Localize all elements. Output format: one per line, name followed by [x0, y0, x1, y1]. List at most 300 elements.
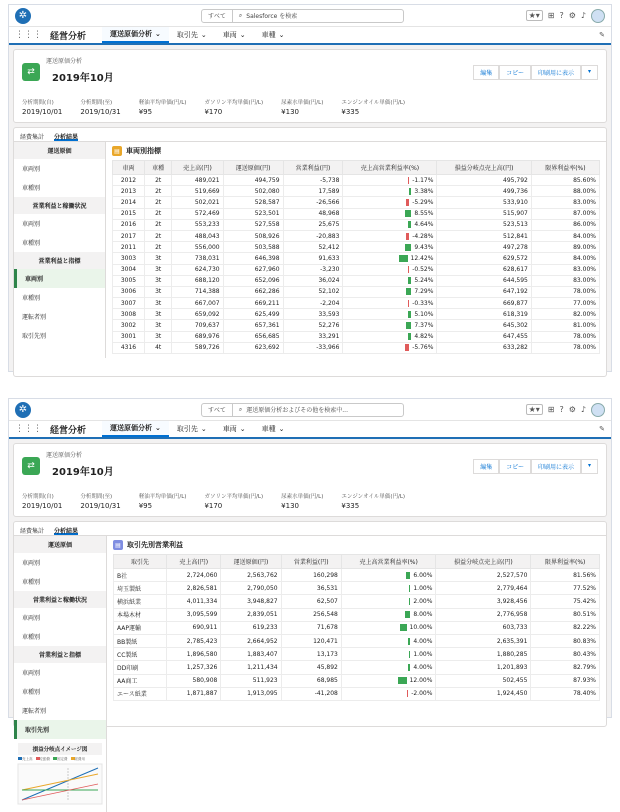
- sidebar-item[interactable]: 車両別: [22, 221, 41, 228]
- margin-value: 3.38%: [414, 187, 434, 195]
- margin-cell: [343, 331, 437, 342]
- table-cell: 2013: [113, 186, 145, 197]
- table-cell: 3,948,827: [221, 595, 281, 608]
- search-input[interactable]: Salesforce を検索: [246, 13, 298, 20]
- margin-cell: [343, 253, 437, 264]
- table-row[interactable]: [113, 242, 600, 253]
- margin-bar: [400, 624, 407, 631]
- margin-cell: [341, 621, 436, 634]
- margin-value: -5.76%: [412, 344, 434, 352]
- table-cell: 499,736: [437, 186, 531, 197]
- column-header[interactable]: 車両: [113, 161, 145, 175]
- table-cell: BB製紙: [114, 634, 167, 647]
- gear-icon[interactable]: ⚙: [568, 405, 576, 414]
- table-row[interactable]: [114, 595, 600, 608]
- table-cell: 2011: [113, 242, 145, 253]
- table-cell: 84.00%: [531, 253, 599, 264]
- table-cell: 3t: [145, 320, 172, 331]
- margin-bar: [405, 244, 412, 251]
- table-cell: 4,011,334: [167, 595, 221, 608]
- more-actions-button[interactable]: ▾: [581, 65, 598, 80]
- table-cell: 87.93%: [531, 674, 600, 687]
- table-cell: 527,558: [223, 219, 283, 230]
- global-search[interactable]: [201, 403, 404, 417]
- table-cell: 497,278: [437, 242, 531, 253]
- table-cell: 3003: [113, 253, 145, 264]
- table-row[interactable]: [113, 175, 600, 186]
- sidebar-item[interactable]: 車種別: [22, 240, 41, 247]
- vehicle-metrics-table: [112, 160, 600, 354]
- gear-icon[interactable]: ⚙: [568, 11, 576, 20]
- margin-bar: [408, 333, 411, 340]
- table-cell: DD印刷: [114, 661, 167, 674]
- record-subtitle: 運送原価分析: [46, 452, 83, 459]
- table-cell: 2t: [145, 219, 172, 230]
- field-value: ¥130: [281, 502, 299, 510]
- table-cell: 80.83%: [531, 634, 600, 647]
- table-cell: 2t: [145, 197, 172, 208]
- favorites-icon[interactable]: ★▾: [526, 10, 543, 21]
- search-input[interactable]: 運送原価分析およびその他を検索中...: [246, 407, 348, 414]
- table-cell: 3t: [145, 309, 172, 320]
- table-cell: 62,507: [281, 595, 341, 608]
- table-row[interactable]: [113, 275, 600, 286]
- table-cell: 36,024: [283, 275, 343, 286]
- sidebar-section-heading: 営業利益と稼働状況: [14, 197, 105, 214]
- table-cell: 656,685: [223, 331, 283, 342]
- table-cell: 1,880,285: [436, 648, 531, 661]
- table-cell: 78.00%: [531, 342, 599, 353]
- favorites-icon[interactable]: ★▾: [526, 404, 543, 415]
- margin-cell: [341, 661, 436, 674]
- account-profit-table: [113, 554, 600, 701]
- help-icon[interactable]: ?: [559, 405, 564, 414]
- margin-value: 12.00%: [409, 677, 433, 685]
- table-cell: 489,021: [172, 175, 223, 186]
- table-cell: 2,826,581: [167, 582, 221, 595]
- sidebar-section-heading: 営業利益と指標: [14, 646, 106, 663]
- app-logo-icon[interactable]: ✲: [15, 8, 31, 24]
- app-launcher-icon[interactable]: ⋮⋮⋮: [15, 30, 42, 40]
- pencil-icon[interactable]: ✎: [599, 31, 605, 39]
- avatar[interactable]: [591, 9, 605, 23]
- table-row[interactable]: [113, 342, 600, 353]
- page-title: 2019年10月: [52, 467, 114, 478]
- record-header: [13, 443, 607, 517]
- table-cell: 2,664,952: [221, 634, 281, 647]
- margin-bar: [409, 651, 410, 658]
- table-cell: AA商工: [114, 674, 167, 687]
- sidebar-item[interactable]: 取引先別: [14, 720, 106, 739]
- margin-value: 5.24%: [414, 277, 434, 285]
- field-label: 分析期間(自): [22, 100, 54, 106]
- table-row[interactable]: [113, 331, 600, 342]
- table-cell: 515,907: [437, 208, 531, 219]
- record-type-icon: ⇄: [22, 63, 40, 81]
- sidebar-item[interactable]: 車種別: [22, 579, 41, 586]
- margin-value: 6.00%: [413, 571, 433, 579]
- margin-cell: [343, 275, 437, 286]
- sidebar-item[interactable]: 車両別: [22, 670, 41, 677]
- column-header[interactable]: 売上高(円): [167, 555, 221, 569]
- column-header[interactable]: 売上高営業利益率(%): [343, 161, 437, 175]
- table-cell: 624,730: [172, 264, 223, 275]
- table-cell: 502,080: [223, 186, 283, 197]
- table-cell: 120,471: [281, 634, 341, 647]
- panel-icon: ▤: [112, 146, 122, 156]
- table-cell: 519,669: [172, 186, 223, 197]
- tab-expense-summary[interactable]: 経費集計: [20, 134, 45, 141]
- margin-cell: [343, 298, 437, 309]
- record-header: [13, 49, 607, 123]
- table-row[interactable]: [113, 208, 600, 219]
- chevron-down-icon: ⌄: [155, 30, 161, 38]
- table-cell: 2t: [145, 175, 172, 186]
- tab-expense-summary[interactable]: 経費集計: [20, 528, 45, 535]
- field-value: ¥130: [281, 108, 299, 116]
- sidebar-item[interactable]: 車両別: [14, 269, 105, 288]
- table-cell: 669,211: [223, 298, 283, 309]
- tab-accounts[interactable]: 取引先 ⌄: [176, 425, 207, 433]
- global-header: [9, 5, 611, 27]
- table-row[interactable]: [113, 298, 600, 309]
- tab-analysis-results[interactable]: 分析結果: [54, 528, 79, 535]
- table-row[interactable]: [114, 687, 600, 700]
- column-header[interactable]: 営業利益(円): [283, 161, 343, 175]
- chevron-down-icon: ⌄: [200, 425, 207, 433]
- sidebar-item[interactable]: 車種別: [22, 185, 41, 192]
- table-cell: 3t: [145, 264, 172, 275]
- screenshot-vehicle-metrics: [8, 4, 612, 372]
- table-cell: 2,779,464: [436, 582, 531, 595]
- table-cell: 511,923: [221, 674, 281, 687]
- app-logo-icon[interactable]: ✲: [15, 402, 31, 418]
- table-cell: 3001: [113, 331, 145, 342]
- sidebar-item[interactable]: 運転者別: [22, 708, 47, 715]
- app-launcher-icon[interactable]: ⋮⋮⋮: [15, 424, 42, 434]
- field-label: エンジンオイル単価(円/L): [341, 494, 406, 500]
- table-cell: 625,499: [223, 309, 283, 320]
- margin-value: 7.37%: [414, 322, 434, 330]
- copy-button[interactable]: コピー: [499, 65, 531, 80]
- table-row[interactable]: [113, 230, 600, 241]
- margin-bar: [406, 572, 410, 579]
- table-cell: 556,000: [172, 242, 223, 253]
- table-row[interactable]: [114, 582, 600, 595]
- tab-analysis-results[interactable]: 分析結果: [54, 134, 79, 141]
- tab-transport-cost[interactable]: 運送原価分析 ⌄: [102, 27, 169, 43]
- edit-button[interactable]: 編集: [473, 65, 499, 80]
- table-cell: 714,388: [172, 286, 223, 297]
- breakeven-plot: [18, 764, 102, 804]
- copy-button[interactable]: コピー: [499, 459, 531, 474]
- table-cell: 2,527,570: [436, 569, 531, 582]
- table-cell: 1,883,407: [221, 648, 281, 661]
- column-header[interactable]: 売上高営業利益率(%): [341, 555, 436, 569]
- legend-label: 変動費: [39, 757, 50, 761]
- table-row[interactable]: [113, 286, 600, 297]
- table-cell: 619,233: [221, 621, 281, 634]
- tab-vehicle-types[interactable]: 車種 ⌄: [261, 425, 285, 433]
- table-cell: -41,208: [281, 687, 341, 700]
- margin-cell: [341, 569, 436, 582]
- table-cell: 523,501: [223, 208, 283, 219]
- table-cell: 3,928,456: [436, 595, 531, 608]
- table-cell: 2012: [113, 175, 145, 186]
- margin-cell: [343, 175, 437, 186]
- page-title: 2019年10月: [52, 73, 114, 84]
- table-cell: 647,455: [437, 331, 531, 342]
- table-cell: 160,298: [281, 569, 341, 582]
- column-header[interactable]: 営業利益(円): [281, 555, 341, 569]
- sidebar-item[interactable]: 車両別: [22, 615, 41, 622]
- tab-vehicles[interactable]: 車両 ⌄: [222, 31, 246, 39]
- tab-accounts[interactable]: 取引先 ⌄: [176, 31, 207, 39]
- margin-value: 12.42%: [410, 254, 434, 262]
- table-row[interactable]: [113, 309, 600, 320]
- table-cell: 709,637: [172, 320, 223, 331]
- table-cell: 82.22%: [531, 621, 600, 634]
- table-row[interactable]: [114, 608, 600, 621]
- margin-value: -4.28%: [412, 232, 434, 240]
- table-cell: 738,031: [172, 253, 223, 264]
- table-cell: 2017: [113, 230, 145, 241]
- field-label: 軽油平均単価(円/L): [138, 100, 187, 106]
- screenshot-account-profit: [8, 398, 612, 761]
- table-cell: 508,926: [223, 230, 283, 241]
- add-icon[interactable]: ⊞: [547, 11, 555, 20]
- column-header[interactable]: 車種: [145, 161, 172, 175]
- table-cell: 88.00%: [531, 186, 599, 197]
- table-cell: 659,092: [172, 309, 223, 320]
- help-icon[interactable]: ?: [559, 11, 564, 20]
- table-cell: 512,841: [437, 230, 531, 241]
- table-cell: 1,211,434: [221, 661, 281, 674]
- table-cell: CC製紙: [114, 648, 167, 661]
- column-header[interactable]: 運送原価(円): [221, 555, 281, 569]
- chevron-down-icon: ⌄: [200, 31, 207, 39]
- search-icon: ⌕: [238, 405, 243, 413]
- column-header[interactable]: 損益分岐点売上高(円): [436, 555, 531, 569]
- margin-bar: [406, 233, 409, 240]
- table-cell: エース紙業: [114, 687, 167, 700]
- search-scope-select[interactable]: すべて: [202, 10, 233, 22]
- margin-bar: [408, 277, 412, 284]
- tab-transport-cost[interactable]: 運送原価分析 ⌄: [102, 421, 169, 437]
- app-name: 経営分析: [50, 31, 87, 42]
- field-label: 尿素水単価(円/L): [281, 494, 324, 500]
- table-cell: 2016: [113, 219, 145, 230]
- search-scope-select[interactable]: すべて: [202, 404, 233, 416]
- add-icon[interactable]: ⊞: [547, 405, 555, 414]
- sidebar-item[interactable]: 運転者別: [22, 314, 47, 321]
- table-cell: 45,892: [281, 661, 341, 674]
- tab-vehicle-types[interactable]: 車種 ⌄: [261, 31, 285, 39]
- legend-label: 売上高: [22, 757, 33, 761]
- chevron-down-icon: ⌄: [155, 424, 161, 432]
- table-cell: 83.00%: [531, 197, 599, 208]
- margin-cell: [343, 320, 437, 331]
- table-row[interactable]: [114, 634, 600, 647]
- table-cell: 78.40%: [531, 687, 600, 700]
- sidebar-item[interactable]: 車種別: [22, 689, 41, 696]
- table-row[interactable]: [113, 219, 600, 230]
- table-cell: 2t: [145, 230, 172, 241]
- table-row[interactable]: [113, 264, 600, 275]
- margin-bar: [407, 690, 408, 697]
- table-cell: 85.60%: [531, 175, 599, 186]
- table-cell: -5,738: [283, 175, 343, 186]
- analysis-sidebar: [14, 142, 106, 358]
- table-cell: 3t: [145, 286, 172, 297]
- table-cell: 647,192: [437, 286, 531, 297]
- table-cell: 82.79%: [531, 661, 600, 674]
- table-row[interactable]: [114, 661, 600, 674]
- table-cell: 本場木材: [114, 608, 167, 621]
- sidebar-item[interactable]: 車両別: [22, 560, 41, 567]
- table-cell: 89.00%: [531, 242, 599, 253]
- column-header[interactable]: 取引先: [114, 555, 167, 569]
- table-cell: 572,469: [172, 208, 223, 219]
- table-cell: 488,043: [172, 230, 223, 241]
- table-cell: 3002: [113, 320, 145, 331]
- table-cell: 603,733: [436, 621, 531, 634]
- margin-bar: [408, 221, 411, 228]
- margin-value: 4.00%: [413, 637, 433, 645]
- table-cell: 1,871,887: [167, 687, 221, 700]
- table-cell: 553,233: [172, 219, 223, 230]
- field-value: ¥170: [204, 502, 223, 510]
- table-cell: 645,302: [437, 320, 531, 331]
- margin-cell: [343, 342, 437, 353]
- table-cell: 2,839,051: [221, 608, 281, 621]
- table-cell: -20,883: [283, 230, 343, 241]
- chart-title: 損益分岐点イメージ図: [18, 743, 102, 755]
- bell-icon[interactable]: ♪: [580, 405, 586, 414]
- field-label: ガソリン平均単価(円/L): [204, 100, 264, 106]
- more-actions-button[interactable]: ▾: [581, 459, 598, 474]
- table-cell: 77.00%: [531, 298, 599, 309]
- analysis-sidebar: [14, 536, 106, 739]
- table-cell: 502,021: [172, 197, 223, 208]
- legend-label: 総費用: [74, 757, 85, 761]
- table-cell: 628,617: [437, 264, 531, 275]
- table-row[interactable]: [113, 320, 600, 331]
- table-cell: 3006: [113, 286, 145, 297]
- print-view-button[interactable]: 印刷用に表示: [531, 459, 581, 474]
- table-cell: 13,173: [281, 648, 341, 661]
- table-cell: 2t: [145, 208, 172, 219]
- field-value: 2019/10/01: [22, 502, 63, 510]
- table-row[interactable]: [113, 197, 600, 208]
- table-cell: 80.43%: [531, 648, 600, 661]
- table-row[interactable]: [114, 648, 600, 661]
- record-subtitle: 運送原価分析: [46, 58, 83, 65]
- margin-bar: [408, 311, 412, 318]
- table-cell: 87.00%: [531, 208, 599, 219]
- field-value: ¥170: [204, 108, 223, 116]
- avatar[interactable]: [591, 403, 605, 417]
- chevron-down-icon: ⌄: [278, 31, 285, 39]
- column-header[interactable]: 運送原価(円): [223, 161, 283, 175]
- column-header[interactable]: 限界利益率(%): [531, 161, 599, 175]
- field-value: ¥95: [138, 108, 153, 116]
- sidebar-section-heading: 運送原価: [14, 142, 105, 159]
- table-row[interactable]: [113, 186, 600, 197]
- pencil-icon[interactable]: ✎: [599, 425, 605, 433]
- table-cell: 495,792: [437, 175, 531, 186]
- chevron-down-icon: ⌄: [278, 425, 285, 433]
- print-view-button[interactable]: 印刷用に表示: [531, 65, 581, 80]
- table-cell: 4316: [113, 342, 145, 353]
- table-cell: 33,593: [283, 309, 343, 320]
- table-cell: 3t: [145, 298, 172, 309]
- margin-cell: [343, 230, 437, 241]
- table-cell: 36,531: [281, 582, 341, 595]
- table-cell: 3,095,599: [167, 608, 221, 621]
- field-label: 軽油平均単価(円/L): [138, 494, 187, 500]
- bell-icon[interactable]: ♪: [580, 11, 586, 20]
- table-cell: 52,276: [283, 320, 343, 331]
- sidebar-item[interactable]: 取引先別: [22, 333, 47, 340]
- table-cell: 17,589: [283, 186, 343, 197]
- sidebar-item[interactable]: 車両別: [22, 166, 41, 173]
- table-row[interactable]: [113, 253, 600, 264]
- table-cell: 52,412: [283, 242, 343, 253]
- table-cell: 83.00%: [531, 275, 599, 286]
- margin-value: 8.55%: [414, 210, 434, 218]
- table-cell: 75.42%: [531, 595, 600, 608]
- column-header[interactable]: 損益分岐点売上高(円): [437, 161, 531, 175]
- column-header[interactable]: 売上高(円): [172, 161, 223, 175]
- table-cell: 3t: [145, 275, 172, 286]
- table-cell: 2014: [113, 197, 145, 208]
- margin-value: -1.17%: [412, 176, 434, 184]
- table-cell: 2,776,958: [436, 608, 531, 621]
- field-value: 2019/10/01: [22, 108, 63, 116]
- table-cell: 2,785,423: [167, 634, 221, 647]
- sidebar-item[interactable]: 車種別: [22, 634, 41, 641]
- table-cell: 81.56%: [531, 569, 600, 582]
- margin-value: -0.33%: [412, 299, 434, 307]
- sidebar-item[interactable]: 車種別: [22, 295, 41, 302]
- table-cell: 1,201,893: [436, 661, 531, 674]
- table-cell: -2,204: [283, 298, 343, 309]
- table-cell: 2,635,391: [436, 634, 531, 647]
- field-value: ¥95: [138, 502, 153, 510]
- margin-bar: [409, 188, 411, 195]
- table-cell: 3t: [145, 253, 172, 264]
- table-row[interactable]: [114, 621, 600, 634]
- edit-button[interactable]: 編集: [473, 459, 499, 474]
- table-row[interactable]: [114, 674, 600, 687]
- global-search[interactable]: [201, 9, 404, 23]
- table-cell: 629,572: [437, 253, 531, 264]
- table-cell: -33,966: [283, 342, 343, 353]
- table-cell: 1,924,450: [436, 687, 531, 700]
- margin-cell: [343, 186, 437, 197]
- margin-bar: [408, 638, 411, 645]
- margin-cell: [343, 242, 437, 253]
- tab-vehicles[interactable]: 車両 ⌄: [222, 425, 246, 433]
- margin-value: 4.00%: [413, 663, 433, 671]
- margin-value: 4.64%: [414, 221, 434, 229]
- table-cell: 77.52%: [531, 582, 600, 595]
- table-row[interactable]: [114, 569, 600, 582]
- table-cell: 82.00%: [531, 309, 599, 320]
- column-header[interactable]: 限界利益率(%): [531, 555, 600, 569]
- panel-title: 車両別指標: [126, 147, 161, 155]
